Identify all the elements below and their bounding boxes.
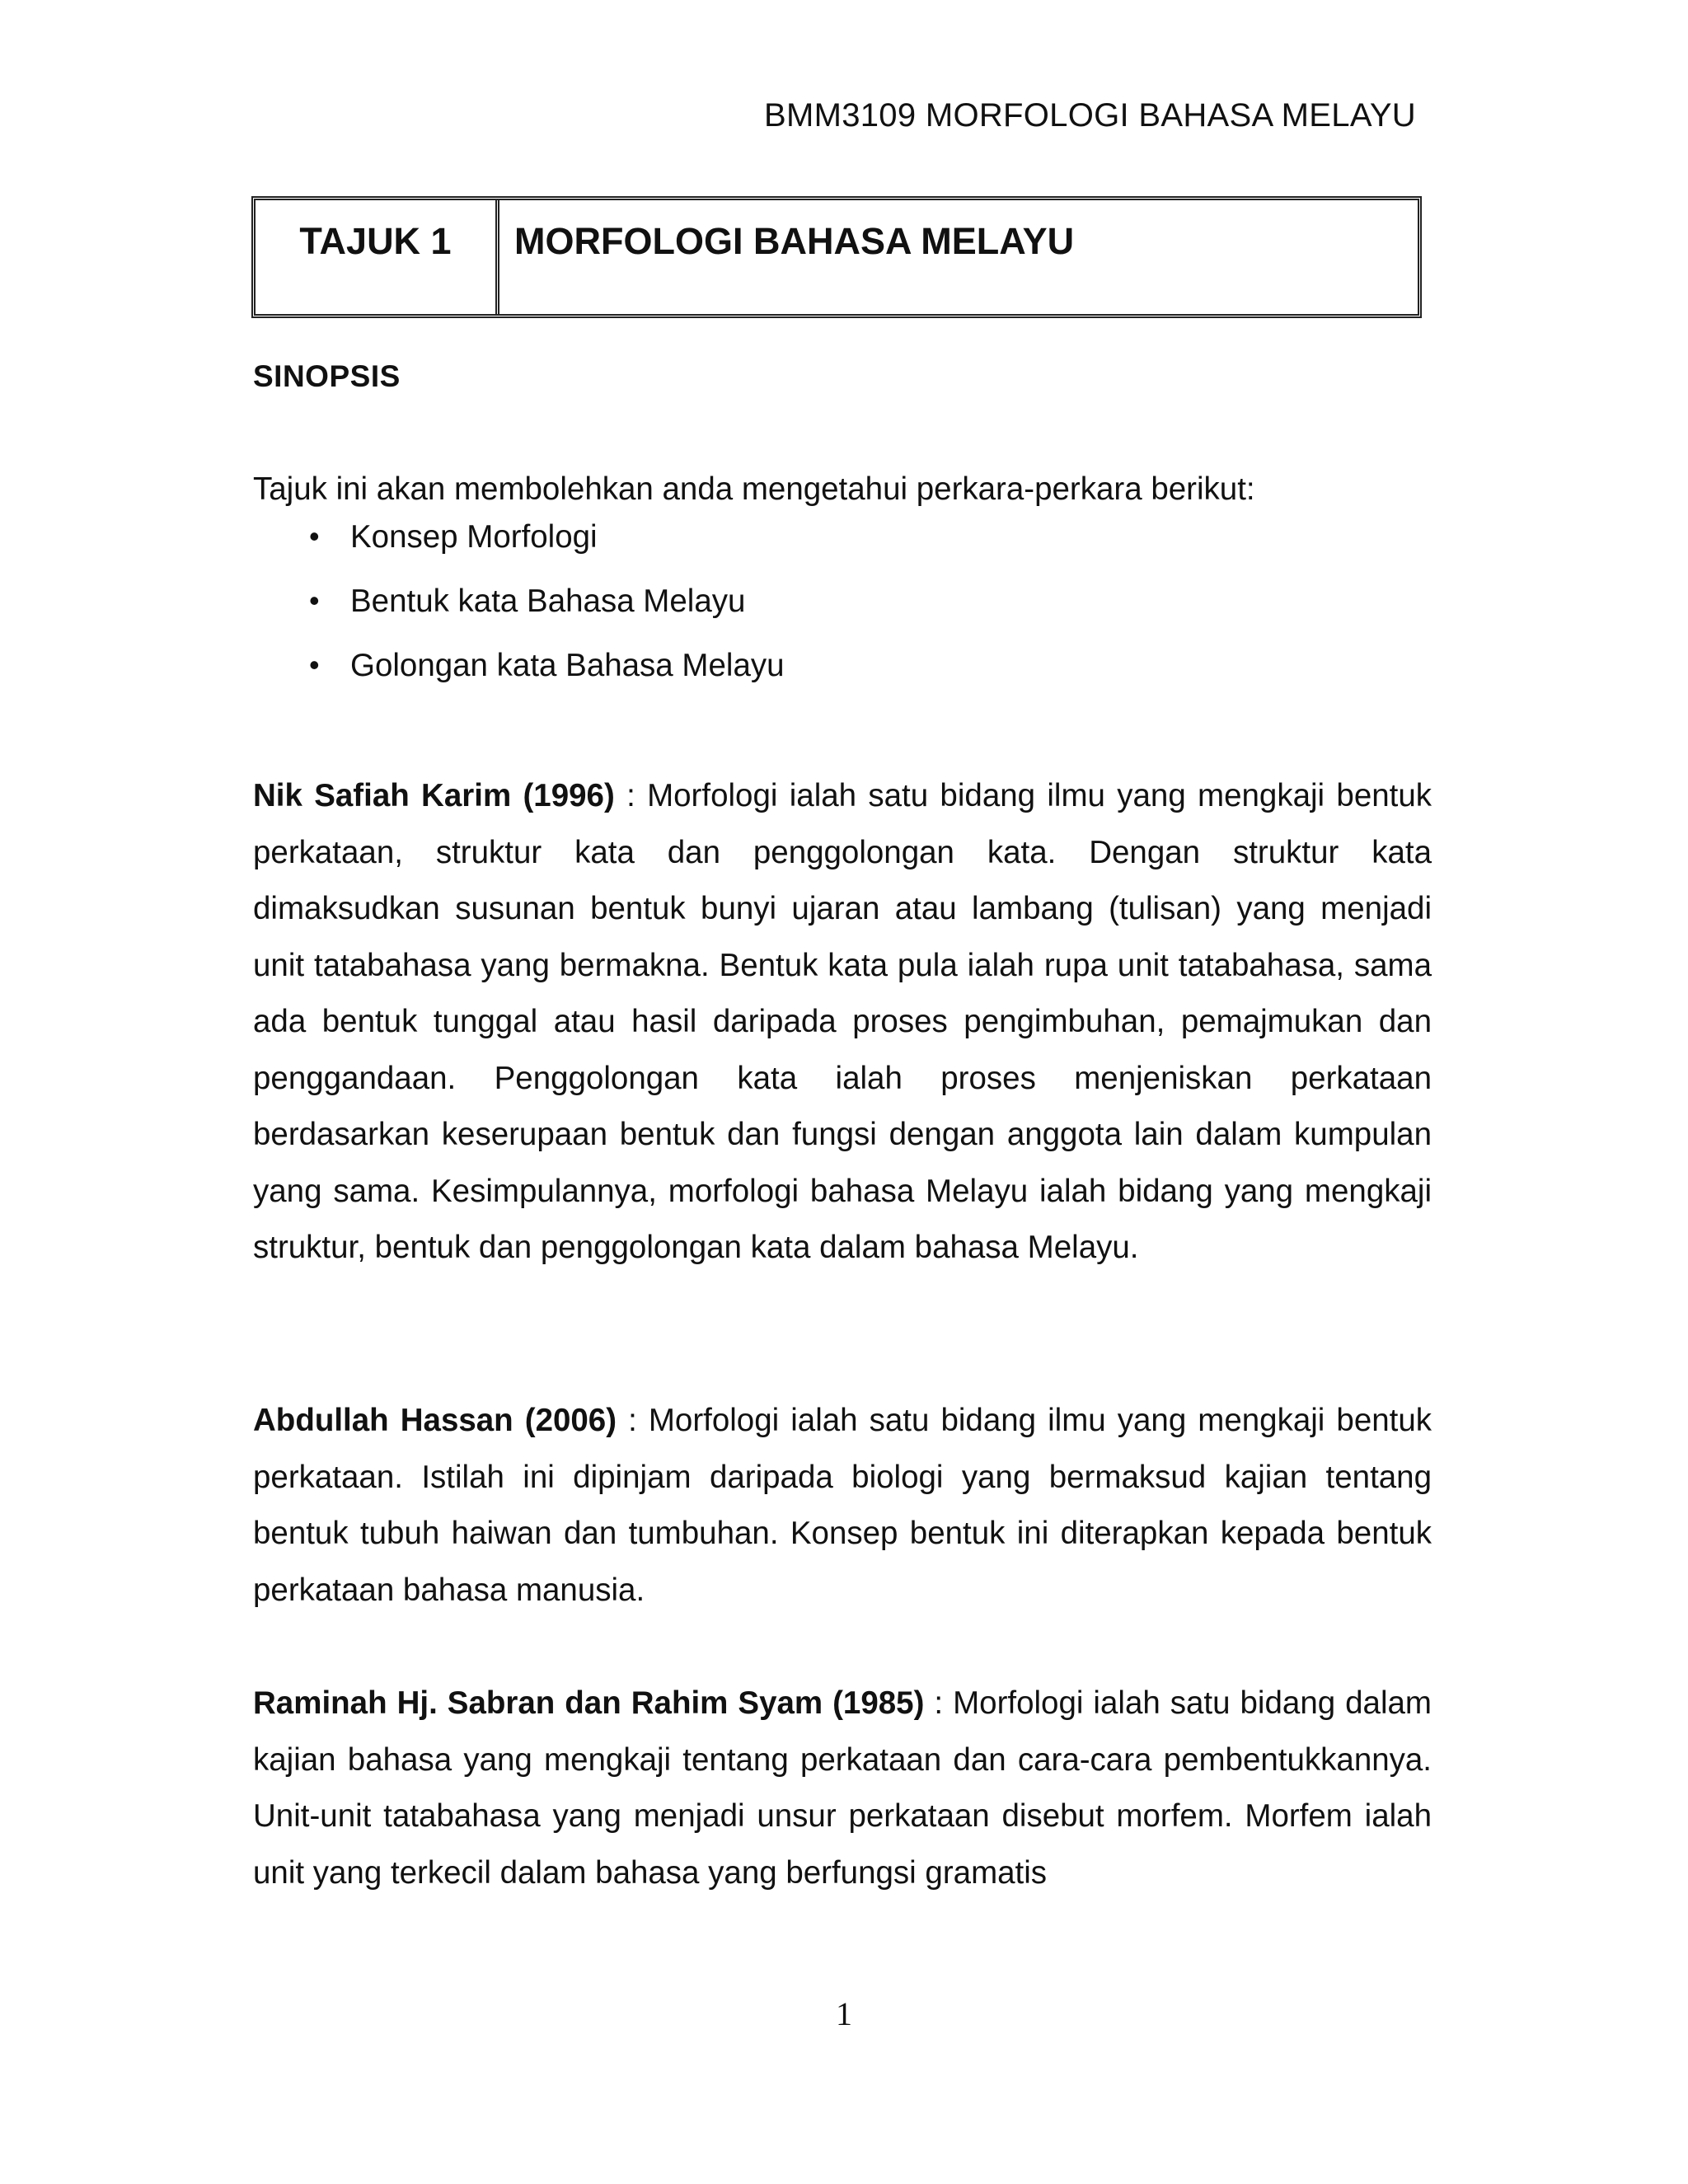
list-item-text: Konsep Morfologi xyxy=(350,519,598,555)
topic-title-box xyxy=(251,196,1422,318)
definition-text: : Morfologi ialah satu bidang ilmu yang mengkaji bentuk perkataan. Istilah ini dipinjam daripada biologi yang bermaksud kajian tentang bentuk tubuh haiwan dan tumbuhan. Konsep bentuk ini diterapkan kepada bentuk perkataan bahasa manusia. xyxy=(253,1403,1432,1608)
list-item xyxy=(253,519,785,583)
definition-paragraph-abdullah-hassan xyxy=(253,1393,1432,1619)
synopsis-heading: SINOPSIS xyxy=(253,359,401,393)
list-item-text: Golongan kata Bahasa Melayu xyxy=(350,648,785,683)
definition-author: Raminah Hj. Sabran dan Rahim Syam (1985) xyxy=(253,1685,925,1721)
topic-title-cell xyxy=(499,200,1418,314)
synopsis-bullet-list xyxy=(253,519,785,712)
bullet-icon: • xyxy=(309,648,320,682)
page-number: 1 xyxy=(836,1995,852,2032)
definition-author: Abdullah Hassan (2006) xyxy=(253,1403,617,1438)
definition-paragraph-raminah-sabran xyxy=(253,1675,1432,1901)
running-header: BMM3109 MORFOLOGI BAHASA MELAYU xyxy=(764,97,1416,134)
definition-paragraph-nik-safiah xyxy=(253,768,1432,1277)
list-item xyxy=(253,583,785,648)
topic-label: TAJUK 1 xyxy=(299,220,452,262)
bullet-icon: • xyxy=(309,519,320,553)
topic-label-cell xyxy=(256,200,499,314)
bullet-icon: • xyxy=(309,583,320,617)
list-item xyxy=(253,648,785,712)
definition-text: : Morfologi ialah satu bidang ilmu yang mengkaji bentuk perkataan, struktur kata dan penggolongan kata. Dengan struktur kata dimaksudkan susunan bentuk bunyi ujaran atau lambang (tulisan) yang menjadi unit tatabahasa yang bermakna. Bentuk kata pula ialah rupa unit tatabahasa, sama ada bentuk tunggal atau hasil daripada proses pengimbuhan, pemajmukan dan penggandaan. Penggolongan kata ialah proses menjeniskan perkataan berdasarkan keserupaan bentuk dan fungsi dengan anggota lain dalam kumpulan yang sama. Kesimpulannya, morfologi bahasa Melayu ialah bidang yang mengkaji struktur, bentuk dan penggolongan kata dalam bahasa Melayu. xyxy=(253,778,1432,1265)
topic-title: MORFOLOGI BAHASA MELAYU xyxy=(514,220,1075,262)
definition-author: Nik Safiah Karim (1996) xyxy=(253,778,615,813)
synopsis-intro: Tajuk ini akan membolehkan anda mengetahui perkara-perkara berikut: xyxy=(253,471,1255,507)
list-item-text: Bentuk kata Bahasa Melayu xyxy=(350,583,746,619)
definition-text: : Morfologi ialah satu bidang dalam kajian bahasa yang mengkaji tentang perkataan dan cara-cara pembentukkannya. Unit-unit tatabahasa yang menjadi unsur perkataan disebut morfem. Morfem ialah unit yang terkecil dalam bahasa yang berfungsi gramatis xyxy=(253,1685,1432,1891)
